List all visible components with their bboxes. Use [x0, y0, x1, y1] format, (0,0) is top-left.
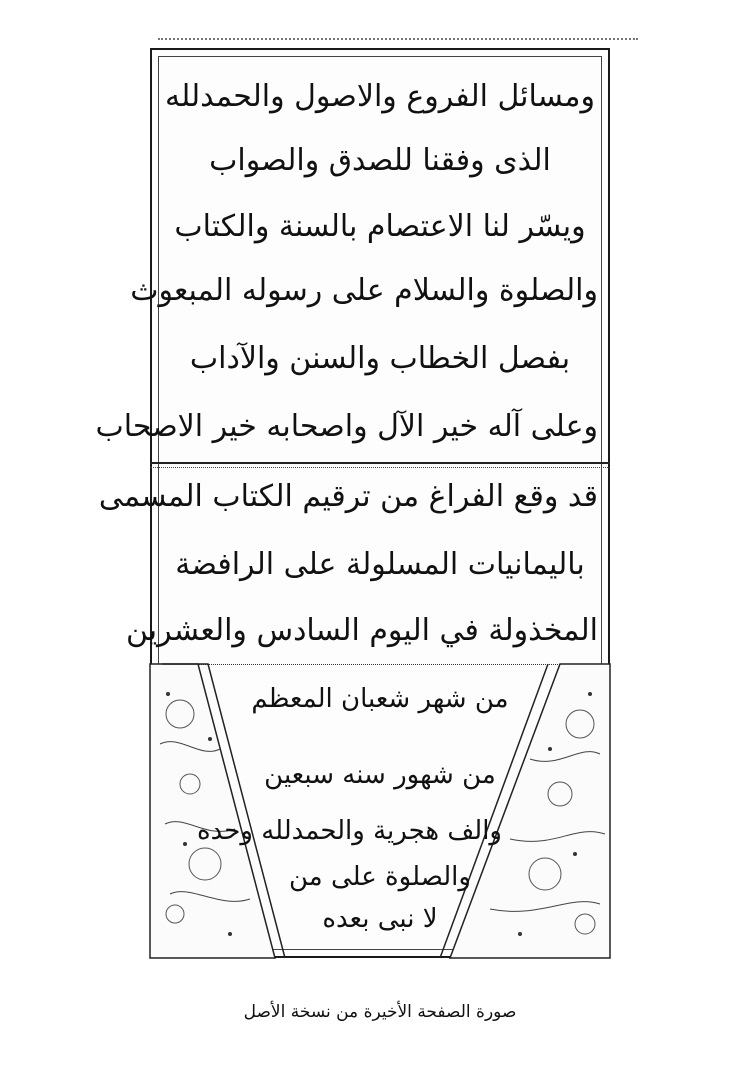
manuscript-line: من شهر شعبان المعظم — [251, 684, 509, 714]
manuscript-line: وعلى آله خير الآل واصحابه خير الاصحاب — [95, 409, 598, 444]
manuscript-line: باليمانيات المسلولة على الرافضة — [175, 547, 585, 582]
manuscript-line: قد وقع الفراغ من ترقيم الكتاب المسمى — [98, 479, 598, 514]
manuscript-line: من شهور سنه سبعين — [264, 760, 496, 790]
manuscript-line: والصلوة على من — [289, 862, 471, 892]
manuscript-line: لا نبى بعده — [322, 904, 438, 934]
manuscript-line: الذى وفقنا للصدق والصواب — [209, 143, 551, 178]
manuscript-line: ومسائل الفروع والاصول والحمدلله — [164, 79, 595, 114]
figure-caption: صورة الصفحة الأخيرة من نسخة الأصل — [243, 1002, 517, 1022]
top-dotted-edge — [158, 38, 638, 44]
manuscript-line: والصلوة والسلام على رسوله المبعوث — [130, 273, 598, 308]
section-divider-upper — [150, 462, 610, 468]
manuscript-line: والف هجرية والحمدلله وحده — [197, 816, 502, 846]
manuscript-line: ويسّر لنا الاعتصام بالسنة والكتاب — [174, 209, 586, 244]
manuscript-line: بفصل الخطاب والسنن والآداب — [189, 341, 571, 376]
manuscript-line: المخذولة في اليوم السادس والعشرين — [125, 613, 598, 648]
